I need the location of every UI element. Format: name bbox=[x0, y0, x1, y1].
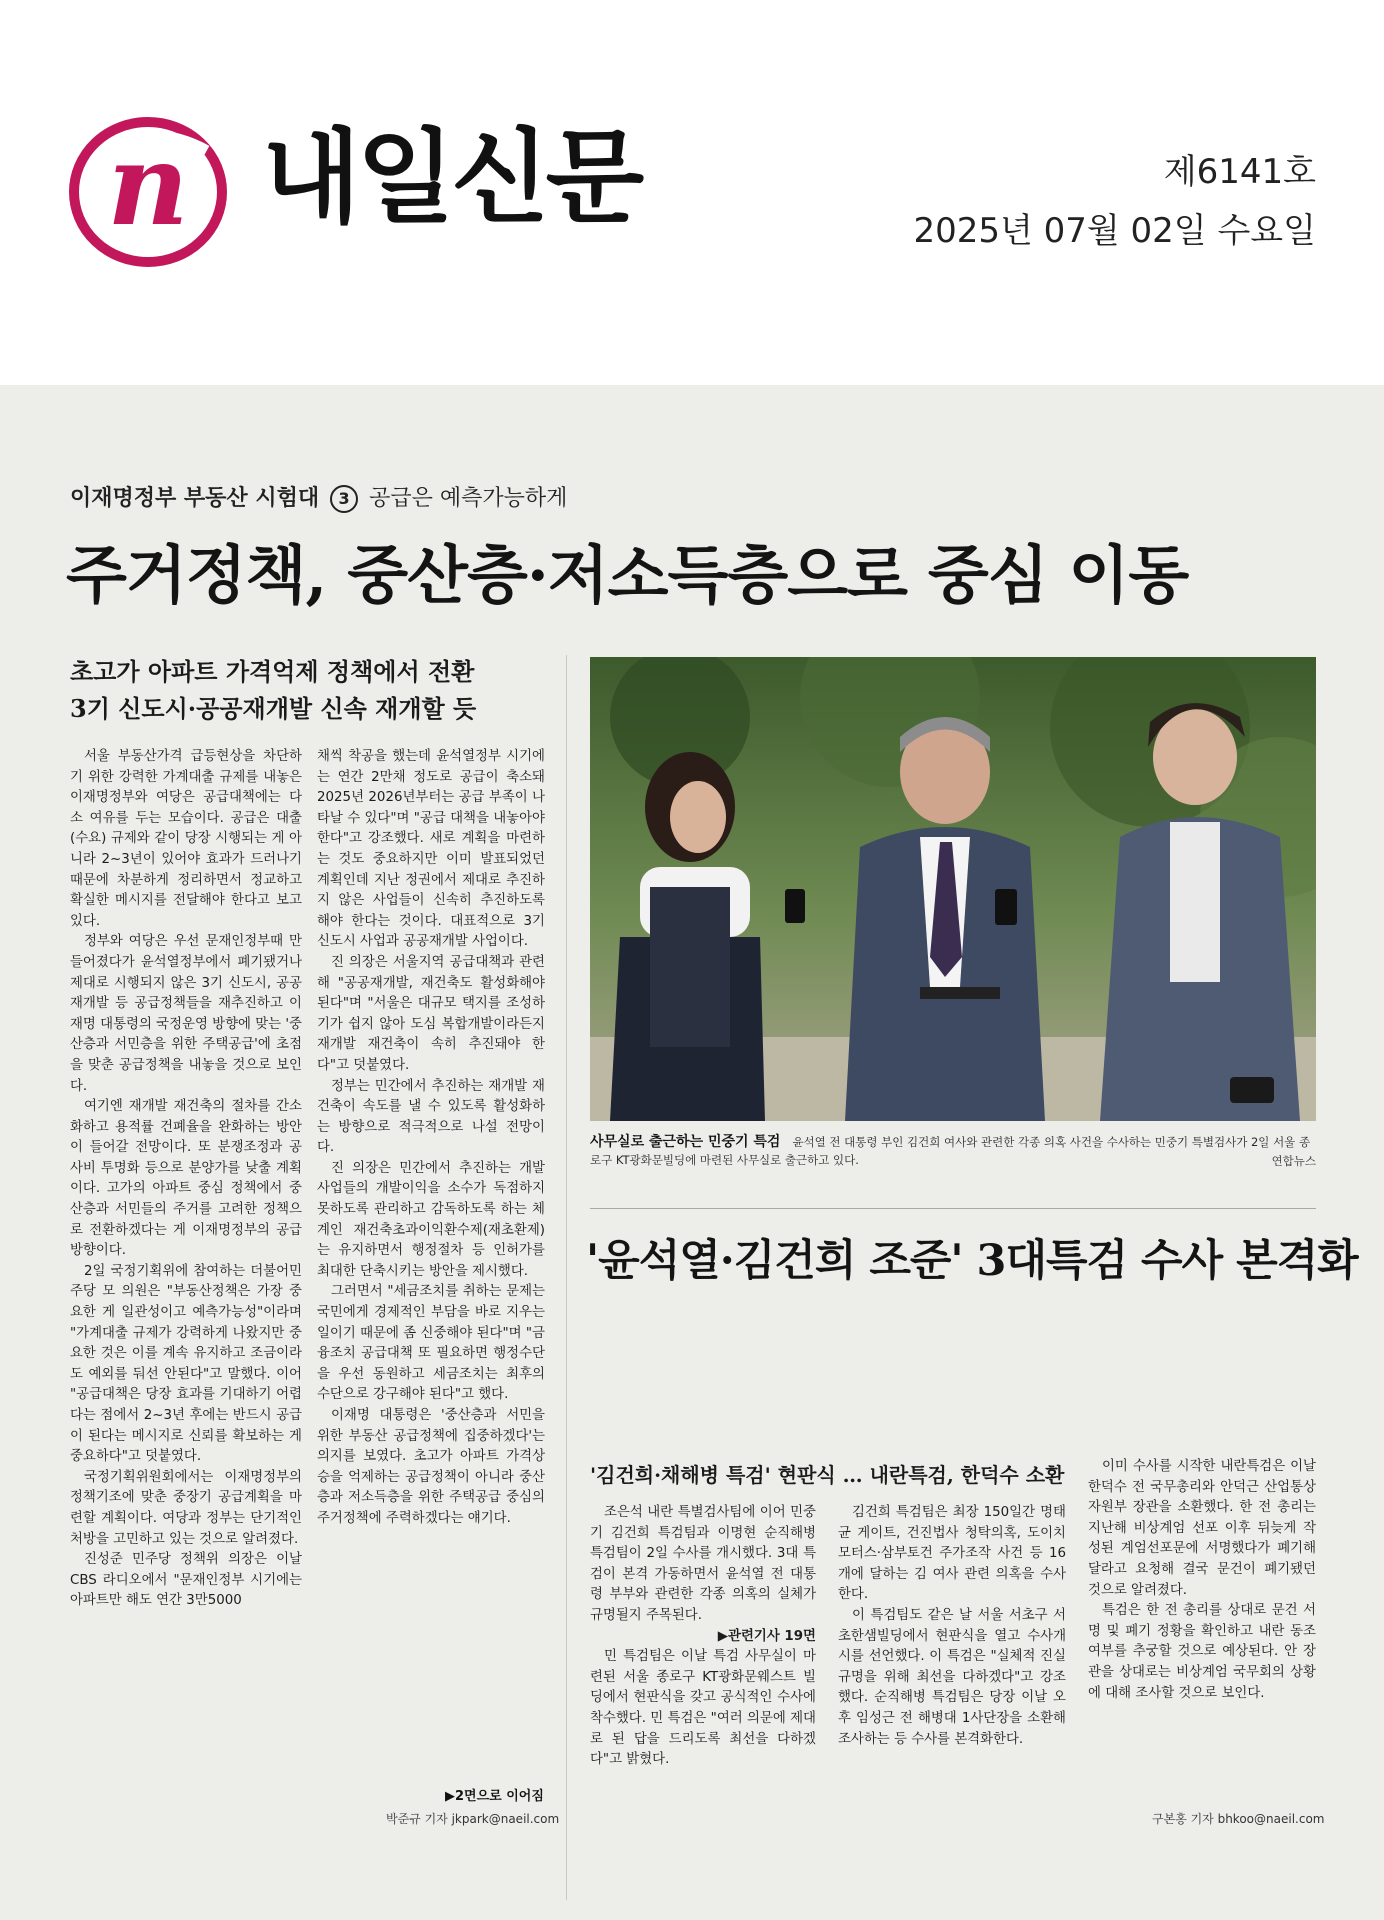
paragraph: 여기엔 재개발 재건축의 절차를 간소화하고 용적률 건폐율을 완화하는 방안이 들어갈 전망이다. 또 분쟁조정과 공사비 투명화 등으로 분양가를 낮출 계획이다. 고가의 아파트 중심 정책에서 중산층과 서민들의 주거를 고려한 정책으로 전환하겠다는 게 이재명정부의 공급방향이다. bbox=[70, 1099, 302, 1259]
byline: 박준규 기자 jkpark@naeil.com bbox=[386, 1812, 560, 1826]
section-divider bbox=[590, 1208, 1316, 1209]
paragraph: 서울 부동산가격 급등현상을 차단하기 위한 강력한 가계대출 규제를 내놓은 이재명정부와 여당은 공급대책에는 다소 여유를 두는 모습이다. 공급은 대출(수요) 규제와 같이 당장 시행되는 게 아니라 2~3년이 있어야 효과가 드러나기 때문에 차분하게 정리하면서 정교하고 확실한 메시지를 전달해야 한다고 보고 있다. bbox=[70, 749, 302, 929]
naeil-logo-icon bbox=[66, 112, 231, 272]
logo-letter: n bbox=[107, 120, 189, 251]
news-photo bbox=[590, 657, 1316, 1121]
paragraph: 이미 수사를 시작한 내란특검은 이날 한덕수 전 국무총리와 안덕근 산업통상자원부 장관을 소환했다. 한 전 총리는 지난해 비상계엄 선포 이후 뒤늦게 작성된 계엄선포문에 서명했다가 폐기해달라고 요청해 결국 문건이 폐기됐던 것으로 알려졌다. bbox=[1088, 1459, 1316, 1598]
issue-number: 제6141호 bbox=[1163, 152, 1316, 192]
masthead bbox=[0, 0, 1384, 385]
paragraph: 이재명 대통령은 '중산층과 서민을 위한 부동산 공급정책에 집중하겠다'는 의지를 보였다. 초고가 아파트 가격상승을 억제하는 공급정책이 아니라 중산층과 저소득층을 위한 주택공급 중심의 주거정책에 주력하겠다는 얘기다. bbox=[317, 1408, 545, 1526]
subheadline-line: 3기 신도시·공공재개발 신속 재개할 듯 bbox=[70, 694, 477, 723]
newspaper-name: 내일신문 bbox=[262, 119, 641, 238]
paragraph: 2일 국정기획위에 참여하는 더불어민주당 모 의원은 "부동산정책은 가장 중요한 게 일관성이고 예측가능성"이라며 "가계대출 규제가 강력하게 나왔지만 중요한 것은 이를 계속 유지하고 조금이라도 예외를 둬선 안된다"고 말했다. 이어 "공급대책은 당장 효과를 기대하기 어렵다는 점에서 2~3년 후에는 반드시 공급이 된다는 메시지로 신뢰를 확보하는 게 중요하다"고 덧붙였다. bbox=[70, 1263, 302, 1465]
article-column bbox=[838, 1503, 1066, 1750]
series-label bbox=[70, 481, 567, 513]
byline: 구본홍 기자 bhkoo@naeil.com bbox=[1152, 1812, 1325, 1826]
subheadline-line: 초고가 아파트 가격억제 정책에서 전환 bbox=[70, 657, 475, 686]
paragraph: 김건희 특검팀은 최장 150일간 명태균 게이트, 건진법사 청탁의혹, 도이치모터스·삼부토건 주가조작 사건 등 16개에 달하는 김 여사 관련 의혹을 수사한다. bbox=[838, 1505, 1066, 1603]
paragraph: 조은석 내란 특별검사팀에 이어 민중기 김건희 특검팀과 이명현 순직해병 특검팀이 2일 수사를 개시했다. 3대 특검이 본격 가동하면서 윤석열 전 대통령 부부와 관련한 각종 의혹의 실체가 규명될지 주목된다. bbox=[590, 1505, 816, 1623]
paragraph: 국정기획위원회에서는 이재명정부의 정책기조에 맞춘 중장기 공급계획을 마련할 계획이다. 여당과 정부는 단기적인 처방을 고민하고 있는 것으로 알려졌다. bbox=[70, 1469, 302, 1547]
photo-credit: 연합뉴스 bbox=[1271, 1154, 1316, 1168]
article-column bbox=[70, 747, 302, 1612]
article-column bbox=[590, 1503, 816, 1771]
paragraph: 민 특검팀은 이날 특검 사무실이 마련된 서울 종로구 KT광화문웨스트 빌딩에서 현판식을 갖고 공식적인 수사에 착수했다. 민 특검은 "여러 의문에 제대로 된 답을 드리도록 최선을 다하겠다"고 밝혔다. bbox=[590, 1649, 816, 1768]
second-headline: '윤석열·김건희 조준' 3대특검 수사 본격화 bbox=[586, 1236, 1358, 1286]
paragraph: 정부와 여당은 우선 문재인정부때 만들어졌다가 윤석열정부에서 폐기됐거나 제대로 시행되지 않은 3기 신도시, 공공 재개발 등 공급정책들을 재추진하고 이재명 대통령의 국정운영 방향에 맞는 '중산층과 서민층을 위한 주택공급'에 초점을 맞춘 공급정책을 내놓을 것으로 보인다. bbox=[70, 934, 302, 1094]
paragraph: 진 의장은 민간에서 추진하는 개발 사업들의 개발이익을 소수가 독점하지 못하도록 관리하고 감독하도록 하는 체계인 재건축초과이익환수제(재초환제)는 유지하면서 행정절차 등 인허가를 최대한 단축시키는 방안을 제시했다. bbox=[317, 1160, 545, 1279]
series-number: 3 bbox=[330, 485, 358, 513]
article-column bbox=[317, 747, 545, 1530]
caption-title: 사무실로 출근하는 민중기 특검 bbox=[590, 1134, 781, 1150]
continued-link[interactable]: ▶2면으로 이어짐 bbox=[445, 1789, 544, 1804]
paragraph: 특검은 한 전 총리를 상대로 문건 서명 및 폐기 정황을 확인하고 내란 동조 여부를 추궁할 것으로 예상된다. 안 장관을 상대로는 비상계엄 국무회의 상황에 대해 조사할 것으로 보인다. bbox=[1088, 1603, 1316, 1701]
main-headline: 주거정책, 중산층·저소득층으로 중심 이동 bbox=[66, 538, 1189, 612]
caption-text: 윤석열 전 대통령 부인 김건희 여사와 관련한 각종 의혹 사건을 수사하는 민중기 특별검사가 2일 서울 종로구 KT광화문빌딩에 마련된 사무실로 출근하고 있다. bbox=[590, 1135, 1311, 1167]
front-page bbox=[0, 385, 1384, 1920]
paragraph: 이 특검팀도 같은 날 서울 서초구 서초한샘빌딩에서 현판식을 열고 수사개시를 선언했다. 이 특검은 "실체적 진실 규명을 위해 최선을 다하겠다"고 강조했다. 순직해병 특검팀은 당장 이날 오후 임성근 전 해병대 1사단장을 소환해 조사하는 등 수사를 본격화한다. bbox=[838, 1607, 1066, 1747]
paragraph: 그러면서 "세금조치를 취하는 문제는 국민에게 경제적인 부담을 바로 지우는 일이기 때문에 좀 신중해야 된다"며 "금융조치 공급대책 또 필요하면 행정수단을 우선 동원하고 세금조치는 최후의 수단으로 강구해야 된다"고 했다. bbox=[317, 1284, 545, 1403]
paragraph: 진 의장은 서울지역 공급대책과 관련해 "공공재개발, 재건축도 활성화해야 된다"며 "서울은 대규모 택지를 조성하기가 쉽지 않아 도심 복합개발이라든지 재개발 재건축이 속히 추진돼야 한다"고 덧붙였다. bbox=[317, 954, 545, 1073]
article-column bbox=[1088, 1457, 1316, 1704]
issue-date: 2025년 07월 02일 수요일 bbox=[913, 211, 1316, 251]
related-article-link[interactable]: ▶관련기사 19면 bbox=[717, 1628, 816, 1644]
main-subheadline bbox=[70, 653, 540, 727]
second-subheadline: '김건희·채해병 특검' 현판식 … 내란특검, 한덕수 소환 bbox=[590, 1463, 1065, 1487]
series-title: 이재명정부 부동산 시험대 bbox=[70, 486, 320, 511]
photo-caption bbox=[590, 1133, 1316, 1169]
paragraph: 채씩 착공을 했는데 윤석열정부 시기에는 연간 2만채 정도로 공급이 축소돼 2025년 2026년부터는 공급 부족이 나타날 수 있다"며 "공급 대책을 내놓아야 한다"고 강조했다. 새로 계획을 마련하는 것도 중요하지만 이미 발표되었던 계획인데 지난 정권에서 제대로 추진하지 않은 사업들이 신속히 추진하도록 해야 한다는 것이다. 대표적으로 3기 신도시 사업과 공공재개발 사업이다. bbox=[317, 749, 545, 950]
paragraph: 정부는 민간에서 추진하는 재개발 재건축이 속도를 낼 수 있도록 활성화하는 방향으로 적극적으로 나설 전망이다. bbox=[317, 1078, 545, 1156]
series-subtitle: 공급은 예측가능하게 bbox=[369, 486, 568, 511]
column-divider bbox=[566, 655, 567, 1900]
paragraph: 진성준 민주당 정책위 의장은 이날 CBS 라디오에서 "문재인정부 시기에는 아파트만 해도 연간 3만5000 bbox=[70, 1552, 302, 1609]
